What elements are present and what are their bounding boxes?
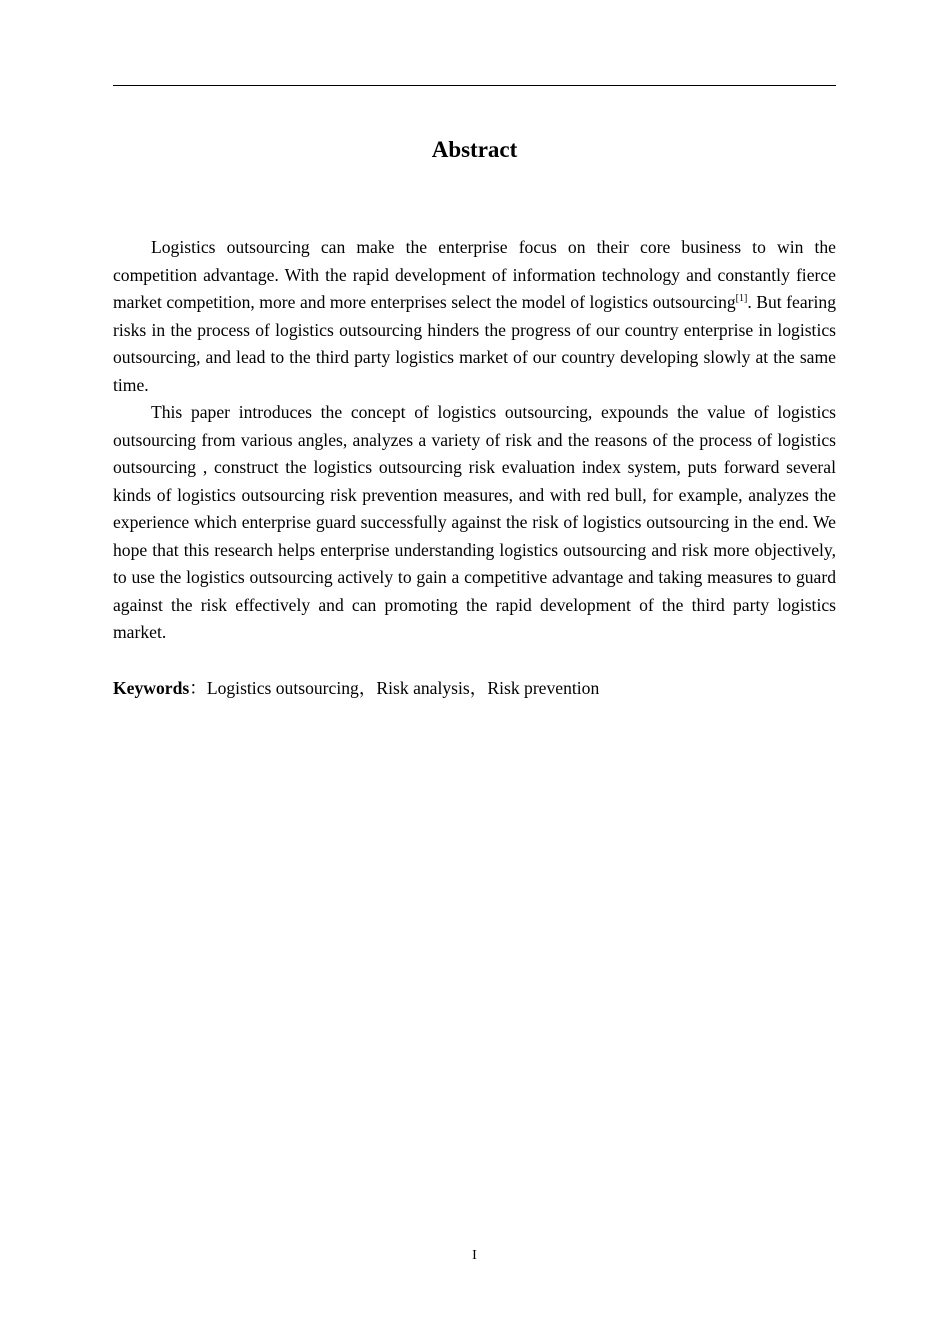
abstract-paragraph-1 — [113, 234, 836, 399]
page-number: I — [472, 1248, 477, 1263]
paragraph-1-text-continued: . But fearing risks in the process of logistics outsourcing hinders the progress of our country enterprise in logistics outsourcing, and lead to the third party logistics market of our country developing slowly at the same time. — [113, 292, 836, 395]
abstract-body — [113, 234, 836, 647]
keywords-label: Keywords — [113, 678, 190, 698]
keywords-separator: ： — [189, 678, 207, 698]
header-rule — [113, 85, 836, 86]
keywords-list: Logistics outsourcing，Risk analysis，Risk prevention — [206, 678, 600, 698]
paragraph-1-text: Logistics outsourcing can make the enterprise focus on their core business to win the competition advantage. With the rapid development of information technology and constantly fierce market competition, more and more enterprises select the model of logistics outsourcing — [113, 237, 836, 312]
citation-reference: [1] — [735, 293, 748, 304]
page-title: Abstract — [431, 137, 518, 162]
keywords-line — [113, 675, 836, 703]
abstract-paragraph-2: This paper introduces the concept of logistics outsourcing, expounds the value of logistics outsourcing from various angles, analyzes a variety of risk and the reasons of the process of logistics outsourcing , construct the logistics outsourcing risk evaluation index system, puts forward several kinds of logistics outsourcing risk prevention measures, and with red bull, for example, analyzes the experience which enterprise guard successfully against the risk of logistics outsourcing in the end. We hope that this research helps enterprise understanding logistics outsourcing and risk more objectively, to use the logistics outsourcing actively to gain a competitive advantage and taking measures to guard against the risk effectively and can promoting the rapid development of the third party logistics market. — [113, 402, 836, 642]
